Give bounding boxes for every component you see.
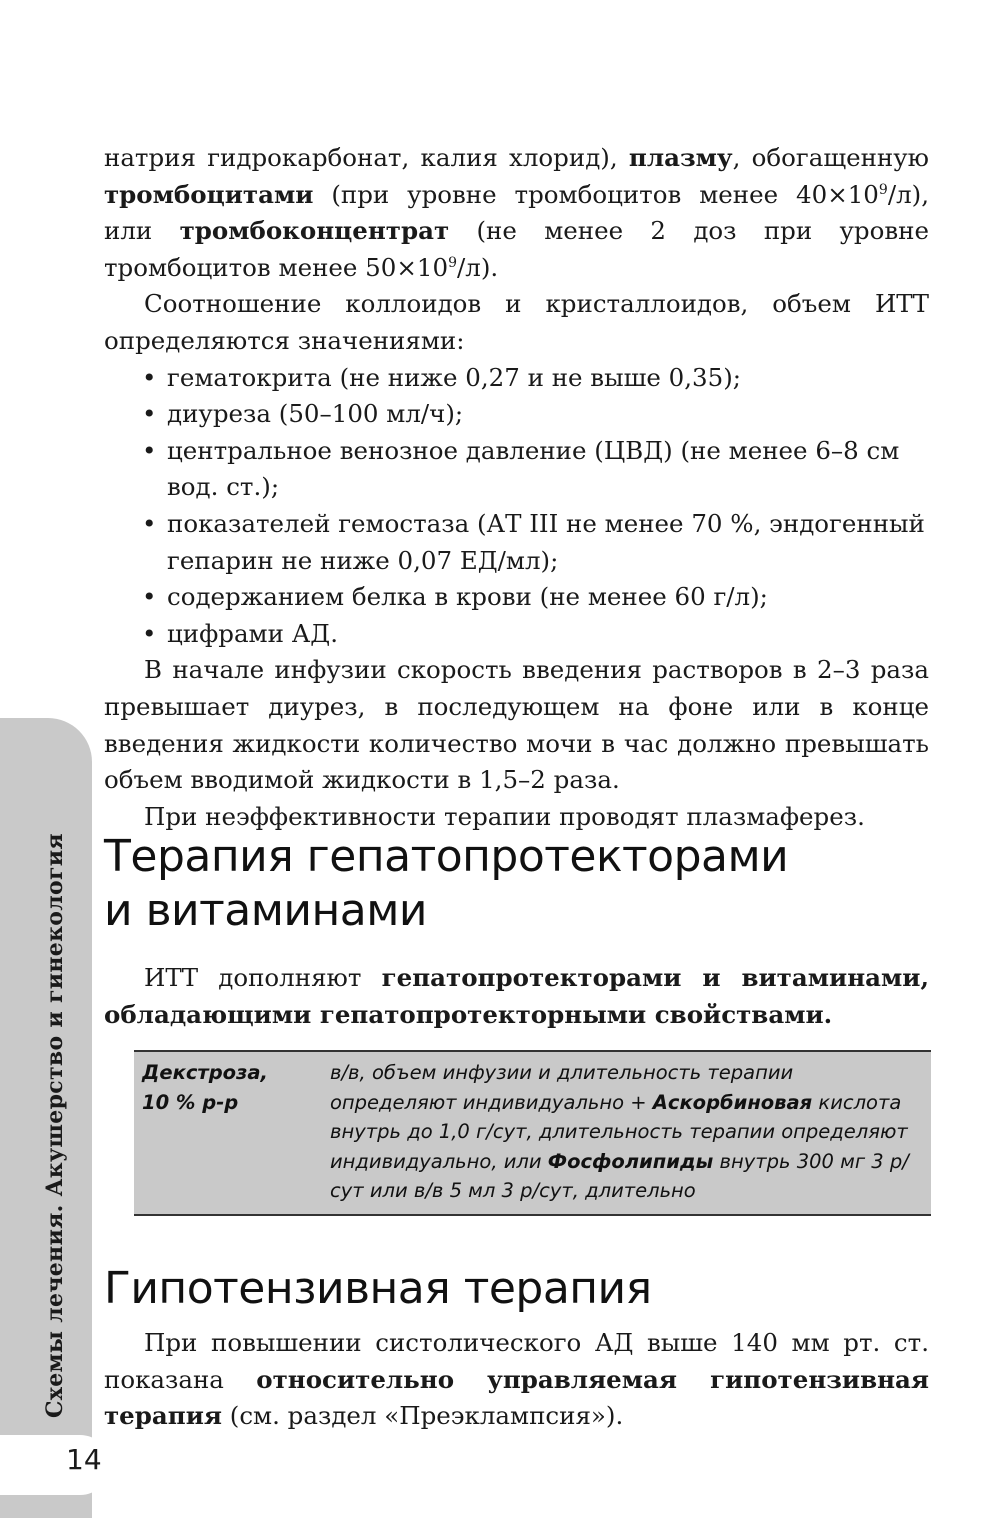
infusion-paragraph: В начале инфузии скорость введения растворов в 2–3 раза превышает диурез, в последующем на фоне или в конце введения жидкости количество мочи в час должно превышать объем вводимой жидкости в 1,5–2 раза. (104, 655, 929, 795)
running-title: Схемы лечения. Акушерство и гинекология (42, 833, 68, 1418)
drug-regimen-table (134, 1050, 931, 1216)
drug-name-cell: Декстроза, 10 % р-р (142, 1061, 268, 1114)
list-item: • центральное венозное давление (ЦВД) (не менее 6–8 см вод. ст.); (104, 433, 929, 506)
list-item: • содержанием белка в крови (не менее 60 г/л); (104, 579, 929, 616)
ratio-paragraph: Соотношение коллоидов и кристаллоидов, объем ИТТ определяются значениями: (104, 289, 929, 355)
hypotensive-paragraph: При повышении систолического АД выше 140 мм рт. ст. показана относительно управляемая гипотензивная терапия (см. раздел «Преэклампсия»). (104, 1328, 929, 1431)
plasmapheresis-paragraph: При неэффективности терапии проводят плазмаферез. (144, 801, 865, 831)
section-heading-hypotensive: Гипотензивная терапия (104, 1263, 652, 1314)
list-item: • показателей гемостаза (АТ III не менее 70 %, эндогенный гепарин не ниже 0,07 ЕД/мл); (104, 506, 929, 579)
drug-description-cell: в/в, объем инфузии и длительность терапии определяют индивидуально + Аскорбиновая кислота внутрь до 1,0 г/сут, длительность терапии определяют индивидуально, или Фосфолипиды внутрь 300 мг 3 р/сут или в/в 5 мл 3 р/сут, длительно (330, 1061, 909, 1202)
intro-paragraph: натрия гидрокарбонат, калия хлорид), плазму, обогащенную тромбоцитами (при уровне тромбоцитов менее $40\times 10^9/л$), или тромбоконцентрат (не менее 2 доз при уровне тромбоцитов менее $50\times 10^9/л$). (104, 143, 929, 282)
page-number: 14 (66, 1443, 102, 1476)
page-number-badge (0, 1435, 110, 1495)
hepatoprotectors-lead: ИТТ дополняют гепатопротекторами и витаминами, обладающими гепатопротекторными свойствами. (104, 963, 929, 1029)
list-item: • цифрами АД. (104, 616, 929, 653)
criteria-list (104, 360, 929, 653)
section-heading-hepatoprotectors: Терапия гепатопротекторами и витаминами (104, 831, 789, 936)
main-content (104, 140, 929, 1431)
list-item: • гематокрита (не ниже 0,27 и не выше 0,35); (104, 360, 929, 397)
list-item: • диуреза (50–100 мл/ч); (104, 396, 929, 433)
